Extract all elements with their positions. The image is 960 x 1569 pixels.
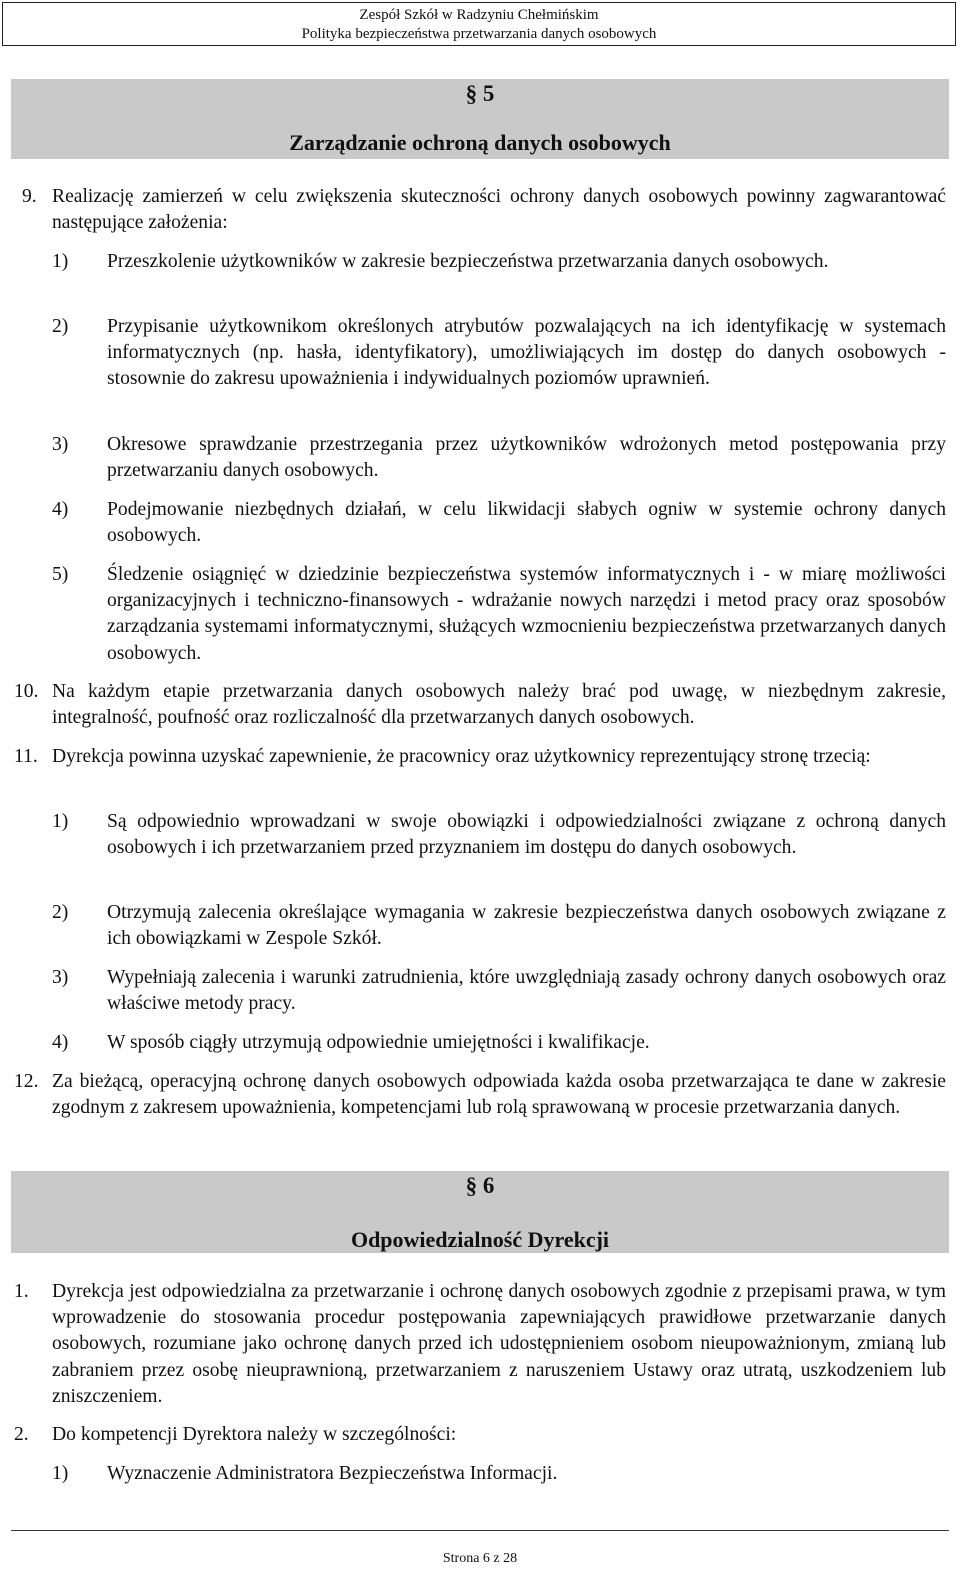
section-5-heading	[11, 79, 949, 159]
sublist-item-text: Podejmowanie niezbędnych działań, w celu likwidacji słabych ogniw w systemie ochrony danych osobowych.	[107, 499, 946, 547]
section-number: § 6	[465, 1173, 495, 1198]
section-number: § 5	[465, 81, 495, 106]
list-item-text: Realizację zamierzeń w celu zwiększenia skuteczności ochrony danych osobowych powinny zagwarantować następujące założenia:	[52, 186, 946, 234]
list-item-number: 10.	[14, 681, 39, 702]
footer-divider	[11, 1530, 949, 1531]
section-6-heading	[11, 1171, 949, 1253]
header-document-title: Polityka bezpieczeństwa przetwarzania danych osobowych	[301, 26, 657, 42]
list-item-number: 11.	[14, 746, 38, 767]
list-item-text: Dyrekcja jest odpowiedzialna za przetwarzanie i ochronę danych osobowych zgodnie z przepisami prawa, w tym wprowadzenie do stosowania procedur postępowania zapewniających prawidłowe przetwarzanie danych osobowych, rozumiane jako ochronę danych przed ich udostępnieniem osobom nieupoważnionym, zmianą lub zabraniem przez osobę nieuprawnioną, przetwarzaniem z naruszeniem Ustawy oraz utratą, uszkodzeniem lub zniszczeniem.	[52, 1281, 946, 1407]
sublist-item-number: 5)	[52, 564, 69, 585]
sublist-item-number: 4)	[52, 499, 69, 520]
sublist-item-number: 3)	[52, 967, 69, 988]
section-title: Odpowiedzialność Dyrekcji	[350, 1227, 610, 1252]
sublist-item-text: Wyznaczenie Administratora Bezpieczeństwa Informacji.	[107, 1463, 558, 1484]
sublist-item-number: 2)	[52, 316, 69, 337]
sublist-item-text: Otrzymują zalecenia określające wymagania w zakresie bezpieczeństwa danych osobowych związane z ich obowiązkami w Zespole Szkół.	[107, 902, 946, 950]
sublist-item-text: W sposób ciągły utrzymują odpowiednie umiejętności i kwalifikacje.	[107, 1032, 650, 1053]
document-header	[2, 2, 956, 46]
list-item-text: Dyrekcja powinna uzyskać zapewnienie, że pracownicy oraz użytkownicy reprezentujący stronę trzecią:	[52, 746, 871, 767]
sublist-item-number: 1)	[52, 811, 69, 832]
sublist-item-text: Przypisanie użytkownikom określonych atrybutów pozwalających na ich identyfikację w systemach informatycznych (np. hasła, identyfikatory), umożliwiających im dostęp do danych osobowych - stosownie do zakresu upoważnienia i indywidualnych poziomów uprawnień.	[107, 316, 946, 390]
sublist-item-number: 1)	[52, 251, 69, 272]
sublist-item-text: Okresowe sprawdzanie przestrzegania przez użytkowników wdrożonych metod postępowania przy przetwarzaniu danych osobowych.	[107, 434, 946, 482]
sublist-item-number: 3)	[52, 434, 69, 455]
section-title: Zarządzanie ochroną danych osobowych	[289, 130, 671, 155]
sublist-item-number: 2)	[52, 902, 69, 923]
sublist-item-text: Przeszkolenie użytkowników w zakresie bezpieczeństwa przetwarzania danych osobowych.	[107, 251, 829, 272]
list-item-number: 1.	[14, 1281, 29, 1302]
list-item-number: 12.	[14, 1071, 39, 1092]
list-item-number: 2.	[14, 1424, 29, 1445]
list-item-number: 9.	[22, 186, 37, 207]
list-item-text: Na każdym etapie przetwarzania danych osobowych należy brać pod uwagę, w niezbędnym zakresie, integralność, poufność oraz rozliczalność dla przetwarzanych danych osobowych.	[52, 681, 946, 729]
sublist-item-text: Są odpowiednio wprowadzani w swoje obowiązki i odpowiedzialności związane z ochroną danych osobowych i ich przetwarzaniem przed przyznaniem im dostępu do danych osobowych.	[107, 811, 946, 859]
list-item-text: Do kompetencji Dyrektora należy w szczególności:	[52, 1424, 457, 1445]
sublist-item-text: Śledzenie osiągnięć w dziedzinie bezpieczeństwa systemów informatycznych i - w miarę możliwości organizacyjnych i techniczno-finansowych - wdrażanie nowych narzędzi i metod pracy oraz sposobów zarządzania systemami informatycznymi, służących wzmocnieniu bezpieczeństwa przetwarzanych danych osobowych.	[107, 564, 946, 664]
list-item-text: Za bieżącą, operacyjną ochronę danych osobowych odpowiada każda osoba przetwarzająca te dane w zakresie zgodnym z zakresem upoważnienia, kompetencjami lub rolą sprawowaną w procesie przetwarzania danych.	[52, 1071, 946, 1119]
sublist-item-number: 4)	[52, 1032, 69, 1053]
page-number: Strona 6 z 28	[442, 1551, 518, 1566]
header-school-name: Zespół Szkół w Radzyniu Chełmińskim	[359, 7, 599, 23]
sublist-item-text: Wypełniają zalecenia i warunki zatrudnienia, które uwzględniają zasady ochrony danych osobowych oraz właściwe metody pracy.	[107, 967, 946, 1015]
sublist-item-number: 1)	[52, 1463, 69, 1484]
